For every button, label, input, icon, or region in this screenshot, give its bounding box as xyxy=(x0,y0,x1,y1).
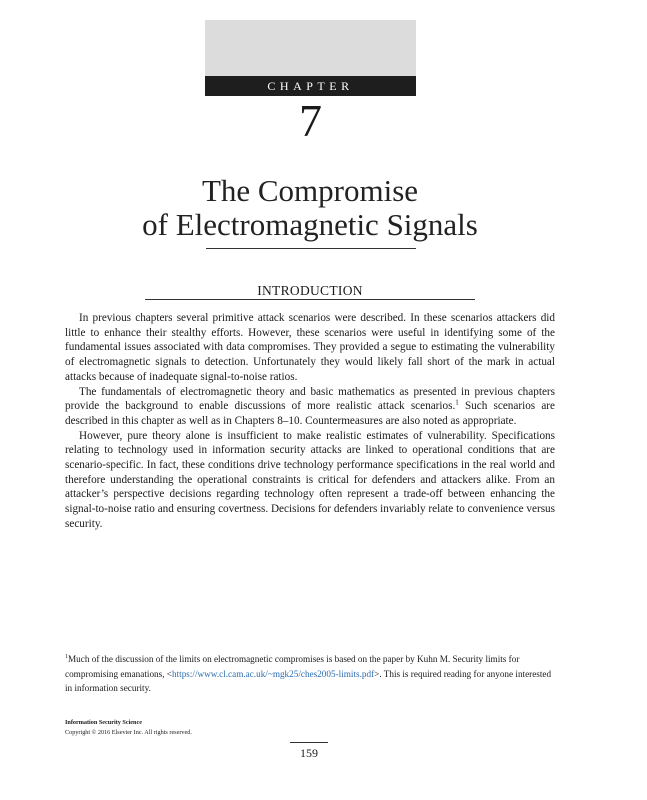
footnote-text-start: Much of the discussion of the limits on electromagnetic compromises is based on the paper by Kuhn M. Security limits for compromising emanations, < xyxy=(65,654,520,679)
section-heading-rule xyxy=(145,299,475,300)
copyright-notice: Copyright © 2016 Elsevier Inc. All rights reserved. xyxy=(65,729,192,736)
title-underline xyxy=(206,248,416,249)
footnote xyxy=(65,652,555,696)
paragraph-2-text-end: Such scenarios are described in this chapter as well as in Chapters 8–10. Countermeasures are also noted as appropriate. xyxy=(65,400,555,427)
chapter-title xyxy=(100,174,520,242)
section-heading: INTRODUCTION xyxy=(257,283,363,298)
body-text xyxy=(65,311,555,532)
page-number: 159 xyxy=(300,746,318,760)
book-title: Information Security Science xyxy=(65,719,142,726)
paragraph-1: In previous chapters several primitive attack scenarios were described. In these scenarios attackers did little to enhance their stealthy efforts. However, these scenarios were useful in identifying some of the fundamental issues associated with data compromises. They provided a segue to estimating the vulnerability of electromagnetic signals to detection. Unfortunately they would likely fall short of the mark in actual attacks because of inadequate signal-to-noise ratios. xyxy=(65,312,555,383)
page-number-rule xyxy=(290,742,328,743)
chapter-label: CHAPTER xyxy=(205,76,416,96)
paragraph-2-text-start: The fundamentals of electromagnetic theory and basic mathematics as presented in previous chapters provide the background to enable discussions of more realistic attack scenarios. xyxy=(65,385,555,413)
footnote-text-end: >. This is required reading for anyone interested in information security. xyxy=(65,668,552,693)
footnote-reference[interactable]: 1 xyxy=(455,398,459,407)
footnote-link[interactable]: https://www.cl.cam.ac.uk/~mgk25/ches2005-limits.pdf xyxy=(172,668,375,679)
chapter-title-line-2: of Electromagnetic Signals xyxy=(142,207,478,242)
paragraph-2 xyxy=(65,385,555,429)
footnote-marker: 1 xyxy=(65,653,68,660)
paragraph-3: However, pure theory alone is insufficient to make realistic estimates of vulnerability. Specifications relating to technology used in information security attacks are linked to operational conditions that are scenario-specific. In fact, these conditions drive technology performance specifications in the real world and therefore understanding the operational constraints is critical for defenders and attackers alike. From an attacker’s perspective decisions regarding technology often represent a trade-off between enhancing the signal-to-noise ratio and ensuring covertness. Decisions for defenders invariably relate to convenience versus security. xyxy=(65,429,555,530)
chapter-title-line-1: The Compromise xyxy=(201,173,419,208)
chapter-number: 7 xyxy=(299,95,322,146)
book-info xyxy=(65,718,365,738)
